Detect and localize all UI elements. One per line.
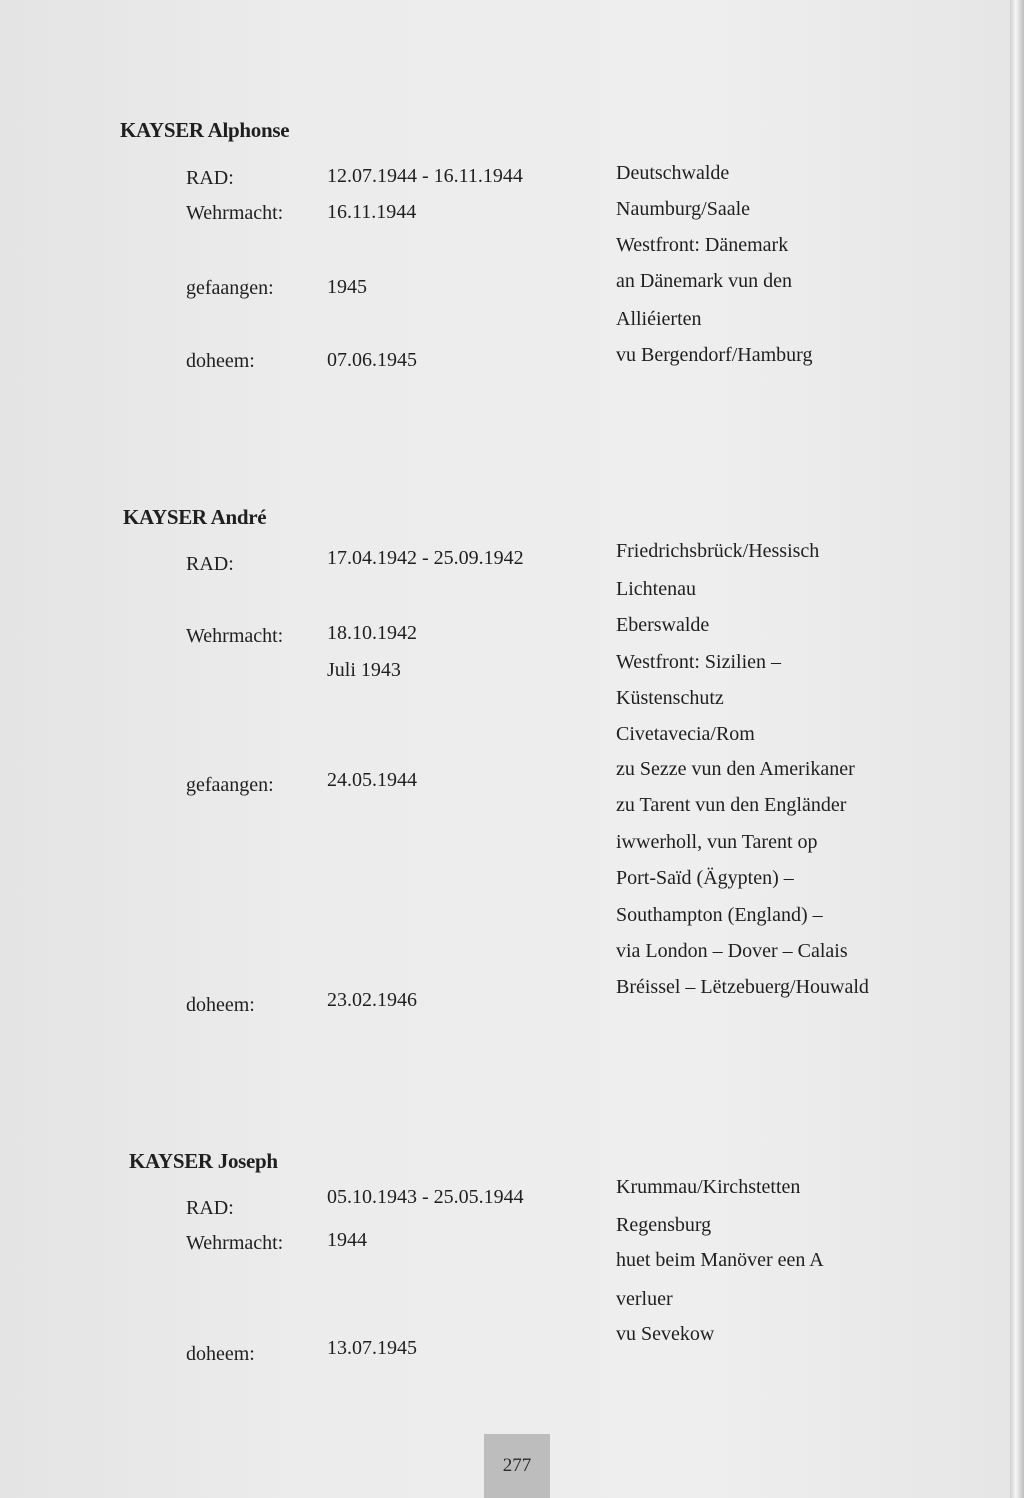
page-number: 277	[484, 1434, 550, 1498]
place-line: huet beim Manöver een A	[616, 1249, 824, 1271]
row-date: 16.11.1944	[327, 201, 417, 223]
row-label: doheem:	[186, 1343, 255, 1365]
place-line: Küstenschutz	[616, 687, 724, 709]
row-label: doheem:	[186, 350, 255, 372]
row-date: 1944	[327, 1229, 367, 1251]
place-line: Alliéierten	[616, 308, 702, 330]
place-line: zu Sezze vun den Amerikaner	[616, 758, 855, 780]
place-line: vu Sevekow	[616, 1323, 715, 1345]
row-label: Wehrmacht:	[186, 202, 284, 224]
place-line: iwwerholl, vun Tarent op	[616, 831, 818, 853]
row-label: RAD:	[186, 553, 234, 575]
page-edge	[1010, 0, 1024, 1498]
row-date: 12.07.1944 - 16.11.1944	[327, 165, 523, 187]
row-date: 1945	[327, 276, 367, 298]
row-label: Wehrmacht:	[186, 1232, 284, 1254]
place-line: Eberswalde	[616, 614, 710, 636]
row-label: gefaangen:	[186, 277, 274, 299]
row-label: RAD:	[186, 167, 234, 189]
row-date: Juli 1943	[327, 659, 401, 681]
row-date: 23.02.1946	[327, 989, 417, 1011]
row-label: doheem:	[186, 994, 255, 1016]
place-line: Westfront: Dänemark	[616, 234, 789, 256]
place-line: vu Bergendorf/Hamburg	[616, 344, 813, 366]
place-line: Lichtenau	[616, 578, 696, 600]
row-date: 13.07.1945	[327, 1337, 417, 1359]
person-name: KAYSER André	[123, 505, 267, 529]
row-label: gefaangen:	[186, 774, 274, 796]
place-line: Krummau/Kirchstetten	[616, 1176, 801, 1198]
row-date: 18.10.1942	[327, 622, 417, 644]
place-line: Civetavecia/Rom	[616, 723, 755, 745]
place-line: Deutschwalde	[616, 162, 730, 184]
row-date: 07.06.1945	[327, 349, 417, 371]
row-date: 05.10.1943 - 25.05.1944	[327, 1186, 524, 1208]
place-line: Bréissel – Lëtzebuerg/Houwald	[616, 976, 869, 998]
place-line: Port-Saïd (Ägypten) –	[616, 867, 794, 889]
row-date: 17.04.1942 - 25.09.1942	[327, 547, 524, 569]
place-line: Regensburg	[616, 1214, 712, 1236]
row-label: Wehrmacht:	[186, 625, 284, 647]
place-line: zu Tarent vun den Engländer	[616, 794, 847, 816]
place-line: Westfront: Sizilien –	[616, 651, 782, 673]
person-name: KAYSER Joseph	[129, 1149, 278, 1173]
place-line: Friedrichsbrück/Hessisch	[616, 540, 820, 562]
place-line: verluer	[616, 1288, 673, 1310]
place-line: an Dänemark vun den	[616, 270, 793, 292]
row-label: RAD:	[186, 1197, 234, 1219]
row-date: 24.05.1944	[327, 769, 417, 791]
place-line: Southampton (England) –	[616, 904, 823, 926]
person-name: KAYSER Alphonse	[120, 118, 290, 142]
place-line: Naumburg/Saale	[616, 198, 751, 220]
place-line: via London – Dover – Calais	[616, 940, 848, 962]
